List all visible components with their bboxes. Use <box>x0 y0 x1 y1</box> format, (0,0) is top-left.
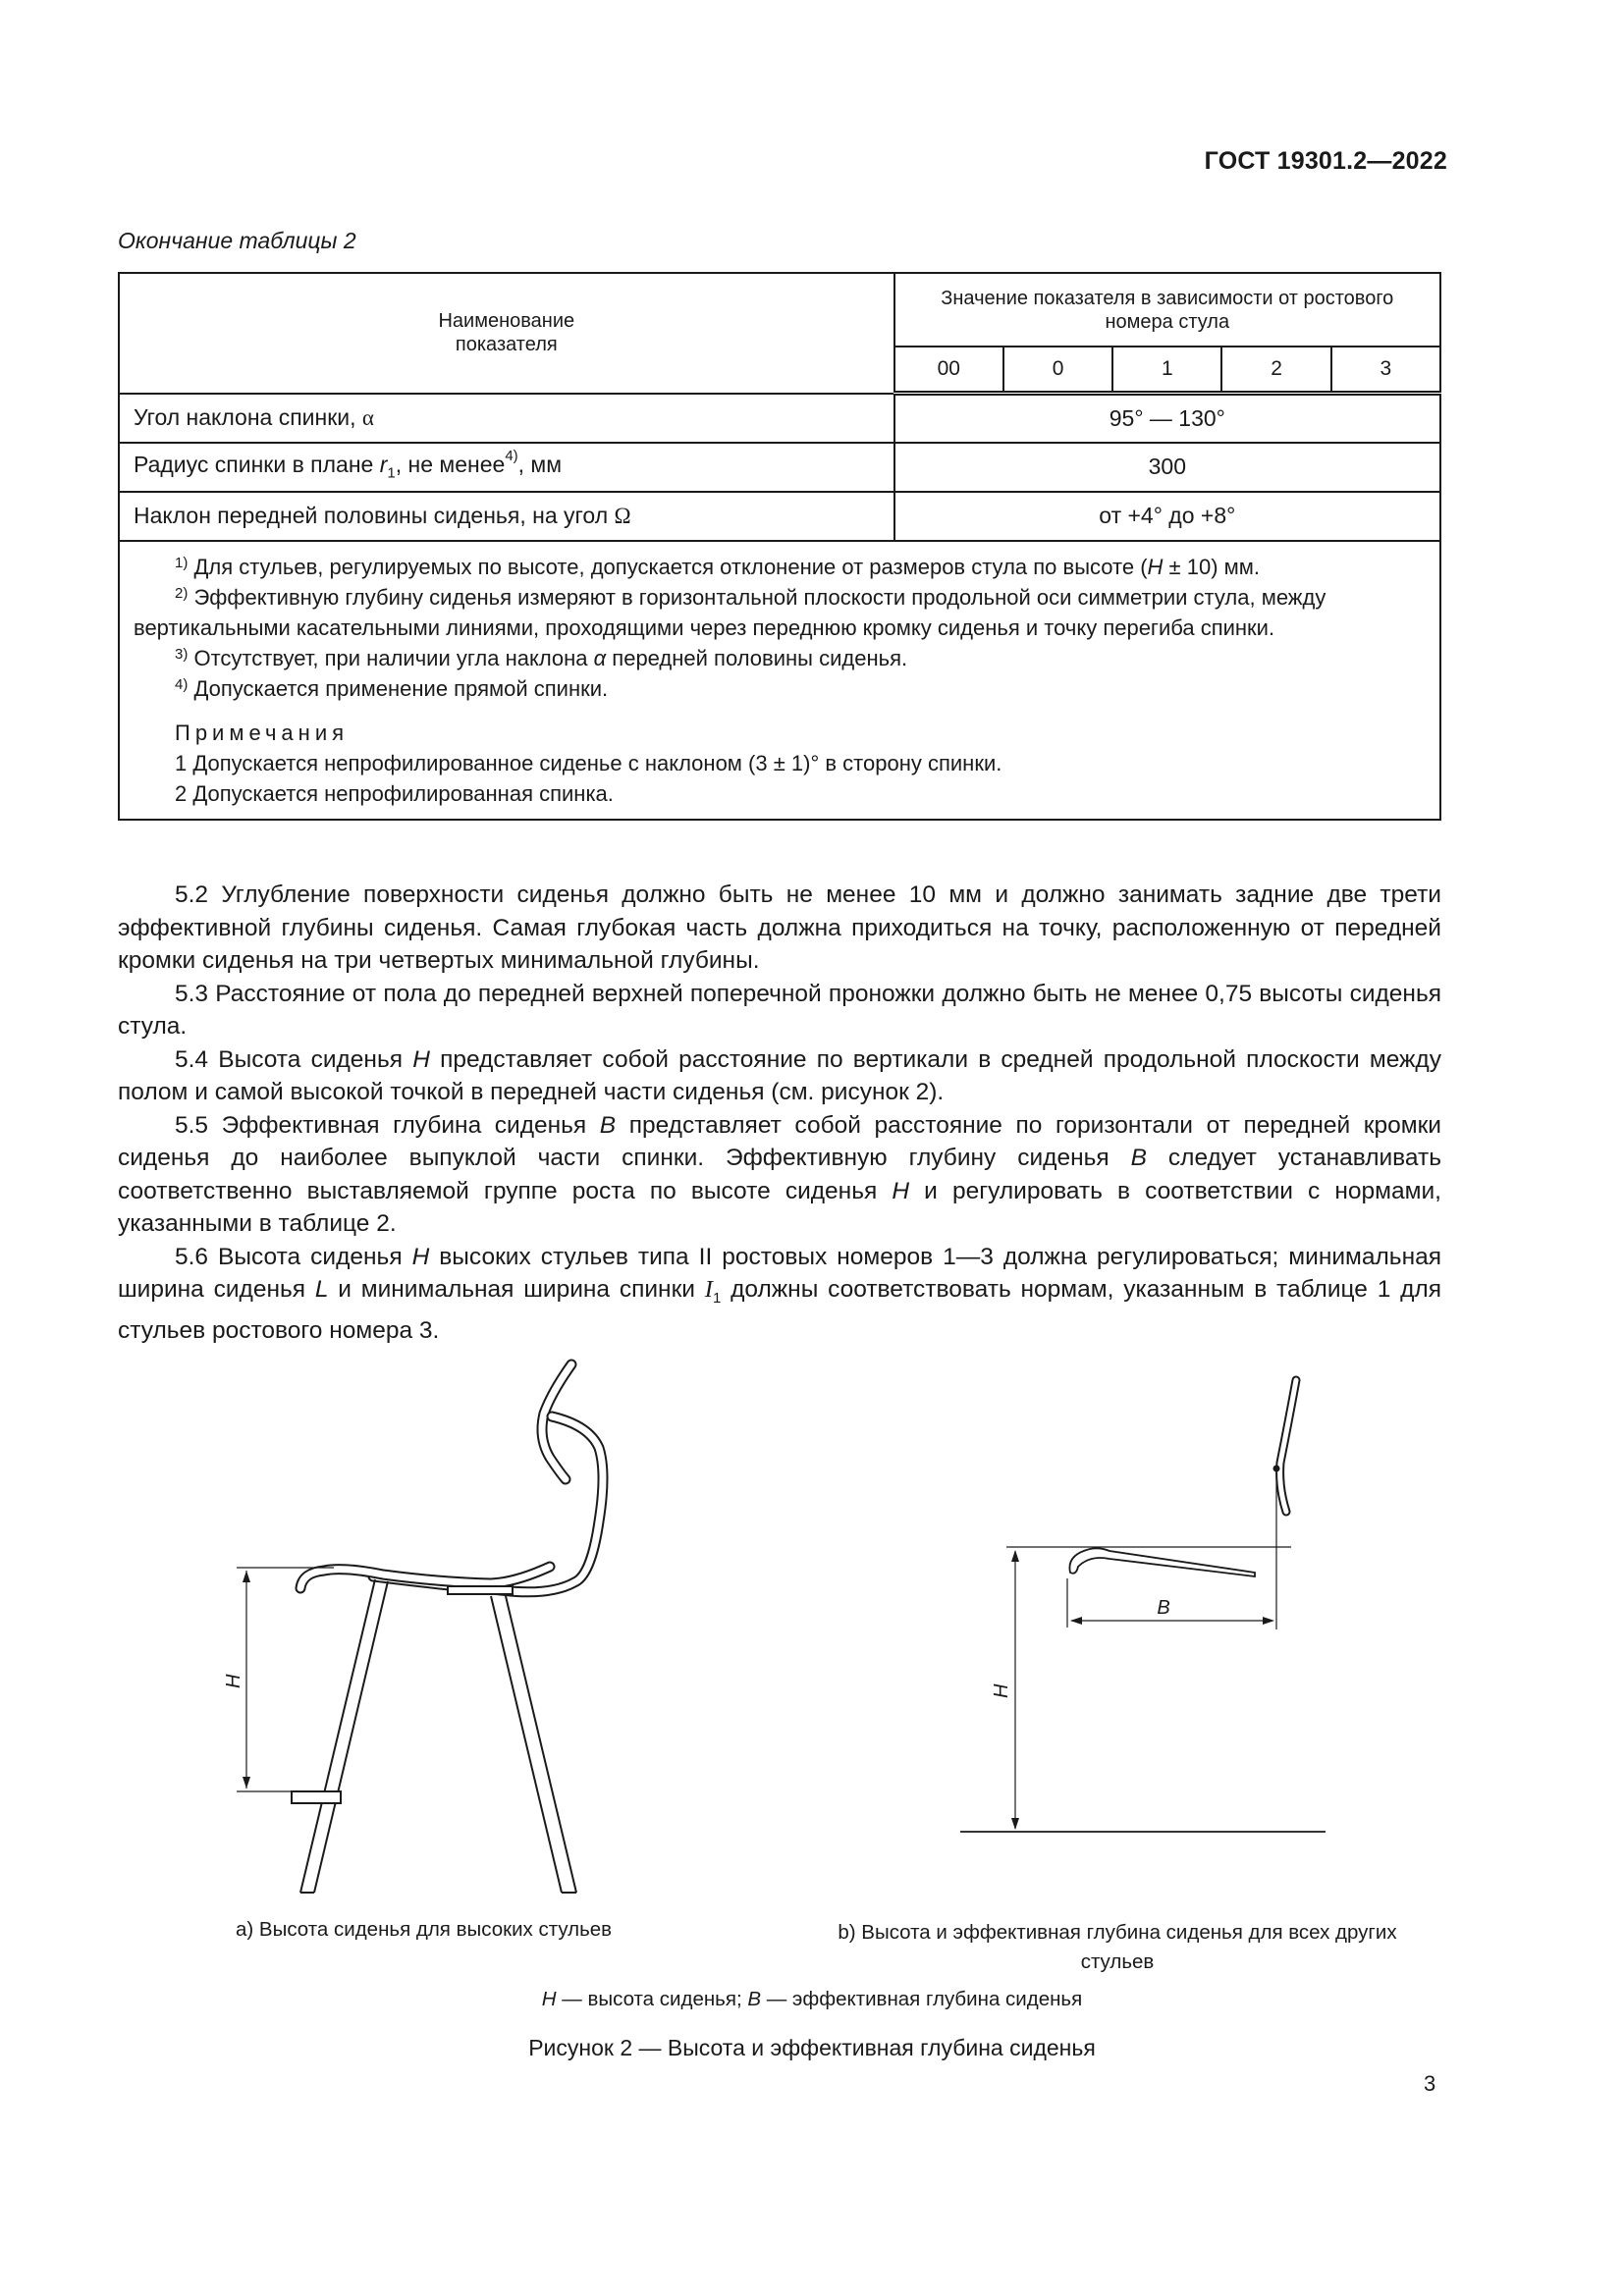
row-value: 95° — 130° <box>894 394 1440 443</box>
footnote-2: $^{2)}$ Эффективную глубину сиденья измеряют в горизонтальной плоскости продольной оси симметрии стула, между вертикальными касательными линиями, проходящими через переднюю кромку сиденья и точку перегиба спинки. <box>134 584 1326 640</box>
row-name-backrest-angle: Угол наклона спинки, α <box>119 394 894 443</box>
header-indicator-name: Наименование показателя <box>119 273 894 394</box>
header-value-group: Значение показателя в зависимости от ростового номера стула <box>894 273 1440 347</box>
table-caption: Окончание таблицы 2 <box>118 228 356 253</box>
table-row <box>119 394 1440 443</box>
size-number-0: 0 <box>1003 347 1112 394</box>
size-number-1: 1 <box>1112 347 1221 394</box>
svg-text:B: B <box>1157 1597 1170 1619</box>
footnote-1: $^{1)}$ Для стульев, регулируемых по высоте, допускается отклонение от размеров стула по высоте (H ± 10) мм. <box>175 554 1260 579</box>
figure-title: Рисунок 2 — Высота и эффективная глубина сиденья <box>528 2035 1096 2060</box>
note-1: 1 Допускается непрофилированное сиденье с наклоном (3 ± 1)° в сторону спинки. <box>175 750 1002 775</box>
size-number-2: 2 <box>1221 347 1330 394</box>
figure-caption-a: a) Высота сиденья для высоких стульев <box>236 1918 613 1941</box>
figure-2b-seat-depth <box>943 1364 1355 1855</box>
table-2-end <box>118 272 1441 821</box>
notes-title: Примечания <box>175 720 350 745</box>
paragraph-5-6: 5.6 Высота сиденья H высоких стульев типа II ростовых номеров 1—3 должна регулироваться; минимальная ширина сиденья L и минимальная ширина спинки $I_1$ должны соответствовать нормам, указанным в таблице 1 для стульев ростового номера 3. <box>118 1243 1441 1345</box>
table-row <box>119 492 1440 541</box>
body-text <box>118 879 1441 1348</box>
figure-legend: H — высота сиденья; B — эффективная глубина сиденья <box>541 1988 1083 2010</box>
row-name-seat-tilt: Наклон передней половины сиденья, на угол Ω <box>119 492 894 541</box>
figure-2a-high-chair <box>196 1355 638 1904</box>
footnote-4: $^{4)}$ Допускается применение прямой спинки. <box>175 675 609 701</box>
row-name-backrest-radius: Радиус спинки в плане $r_1$, не менее$^{4)}$, мм <box>119 443 894 492</box>
table-footnotes <box>119 541 1440 820</box>
figure-caption-b: b) Высота и эффективная глубина сиденья для всех других стульев <box>838 1921 1397 1973</box>
row-value: 300 <box>894 443 1440 492</box>
size-number-00: 00 <box>894 347 1003 394</box>
paragraph-5-2: 5.2 Углубление поверхности сиденья должно быть не менее 10 мм и должно занимать задние две трети эффективной глубины сиденья. Самая глубокая часть должна приходиться на точку, расположенную от передней кромки сиденья на три четвертых минимальной глубины. <box>118 881 1441 974</box>
paragraph-5-5: 5.5 Эффективная глубина сиденья B представляет собой расстояние по горизонтали от передней кромки сиденья до наиболее выпуклой части спинки. Эффективную глубину сиденья B следует устанавливать соответственно выставляемой группе роста по высоте сиденья H и регулировать в соответствии с нормами, указанными в таблице 2. <box>118 1111 1441 1237</box>
note-2: 2 Допускается непрофилированная спинка. <box>175 780 614 806</box>
page-number: 3 <box>1424 2071 1436 2096</box>
standard-code: ГОСТ 19301.2—2022 <box>1204 147 1447 175</box>
row-value: от +4° до +8° <box>894 492 1440 541</box>
svg-text:H: H <box>991 1683 1012 1698</box>
svg-text:H: H <box>223 1674 244 1688</box>
paragraph-5-4: 5.4 Высота сиденья H представляет собой расстояние по вертикали в средней продольной плоскости между полом и самой высокой точкой в передней части сиденья (см. рисунок 2). <box>118 1045 1441 1105</box>
footnote-3: $^{3)}$ Отсутствует, при наличии угла наклона α передней половины сиденья. <box>175 645 908 670</box>
table-row <box>119 443 1440 492</box>
size-number-3: 3 <box>1331 347 1440 394</box>
paragraph-5-3: 5.3 Расстояние от пола до передней верхней поперечной проножки должно быть не менее 0,75 высоты сиденья стула. <box>118 980 1441 1040</box>
